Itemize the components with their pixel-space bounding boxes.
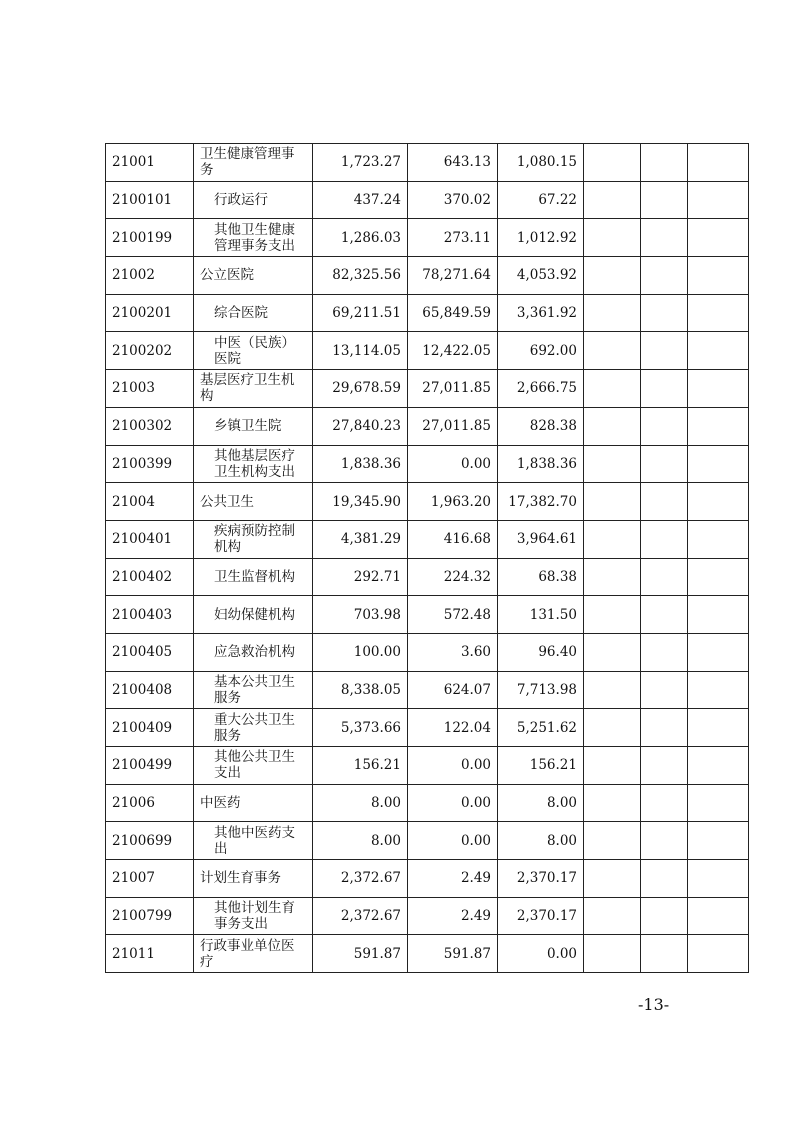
cell-empty: [641, 897, 688, 935]
cell-empty: [641, 407, 688, 445]
cell-basic: 0.00: [408, 822, 498, 860]
cell-empty: [584, 483, 641, 521]
table-row: [106, 596, 749, 634]
cell-basic: 78,271.64: [408, 257, 498, 295]
table-row: [106, 822, 749, 860]
cell-empty: [584, 558, 641, 596]
cell-total: 8,338.05: [313, 671, 408, 709]
cell-project: 1,838.36: [498, 445, 584, 483]
cell-basic: 416.68: [408, 520, 498, 558]
cell-empty: [584, 596, 641, 634]
cell-empty: [688, 860, 749, 898]
cell-empty: [688, 747, 749, 785]
cell-empty: [688, 407, 749, 445]
cell-basic: 624.07: [408, 671, 498, 709]
table-row: [106, 709, 749, 747]
cell-empty: [641, 747, 688, 785]
cell-name: 其他基层医疗卫生机构支出: [194, 445, 313, 483]
table-row: [106, 294, 749, 332]
cell-total: 82,325.56: [313, 257, 408, 295]
cell-empty: [584, 219, 641, 257]
cell-project: 1,012.92: [498, 219, 584, 257]
cell-basic: 572.48: [408, 596, 498, 634]
table-row: [106, 407, 749, 445]
cell-empty: [641, 144, 688, 182]
cell-basic: 0.00: [408, 445, 498, 483]
cell-name: 基层医疗卫生机构: [194, 370, 313, 408]
cell-name: 综合医院: [194, 294, 313, 332]
cell-code: 2100199: [106, 219, 194, 257]
cell-empty: [688, 558, 749, 596]
cell-code: 21011: [106, 935, 194, 973]
cell-empty: [688, 257, 749, 295]
cell-empty: [584, 407, 641, 445]
cell-empty: [688, 671, 749, 709]
cell-empty: [584, 370, 641, 408]
cell-project: 3,361.92: [498, 294, 584, 332]
cell-total: 156.21: [313, 747, 408, 785]
cell-total: 100.00: [313, 633, 408, 671]
cell-empty: [688, 709, 749, 747]
cell-total: 27,840.23: [313, 407, 408, 445]
cell-name: 公立医院: [194, 257, 313, 295]
cell-code: 21001: [106, 144, 194, 182]
cell-basic: 27,011.85: [408, 407, 498, 445]
cell-name: 疾病预防控制机构: [194, 520, 313, 558]
cell-project: 67.22: [498, 181, 584, 219]
cell-empty: [688, 596, 749, 634]
cell-empty: [641, 483, 688, 521]
cell-project: 8.00: [498, 822, 584, 860]
cell-total: 437.24: [313, 181, 408, 219]
table-row: [106, 897, 749, 935]
cell-empty: [641, 332, 688, 370]
table-row: [106, 483, 749, 521]
cell-empty: [641, 257, 688, 295]
cell-basic: 2.49: [408, 897, 498, 935]
cell-empty: [641, 596, 688, 634]
cell-empty: [584, 294, 641, 332]
cell-empty: [688, 332, 749, 370]
cell-empty: [584, 332, 641, 370]
table-row: [106, 370, 749, 408]
cell-project: 131.50: [498, 596, 584, 634]
cell-basic: 122.04: [408, 709, 498, 747]
cell-name: 妇幼保健机构: [194, 596, 313, 634]
cell-basic: 591.87: [408, 935, 498, 973]
cell-empty: [584, 445, 641, 483]
cell-empty: [584, 935, 641, 973]
cell-name: 乡镇卫生院: [194, 407, 313, 445]
cell-project: 828.38: [498, 407, 584, 445]
cell-code: 2100405: [106, 633, 194, 671]
cell-name: 基本公共卫生服务: [194, 671, 313, 709]
cell-name: 其他公共卫生支出: [194, 747, 313, 785]
cell-basic: 1,963.20: [408, 483, 498, 521]
cell-empty: [641, 860, 688, 898]
cell-empty: [584, 709, 641, 747]
cell-code: 21003: [106, 370, 194, 408]
cell-name: 其他卫生健康管理事务支出: [194, 219, 313, 257]
cell-basic: 273.11: [408, 219, 498, 257]
cell-name: 行政运行: [194, 181, 313, 219]
cell-name: 重大公共卫生服务: [194, 709, 313, 747]
cell-code: 2100403: [106, 596, 194, 634]
cell-empty: [641, 633, 688, 671]
table-row: [106, 219, 749, 257]
cell-empty: [641, 219, 688, 257]
cell-total: 1,838.36: [313, 445, 408, 483]
cell-total: 703.98: [313, 596, 408, 634]
cell-code: 2100402: [106, 558, 194, 596]
cell-empty: [584, 181, 641, 219]
cell-name: 公共卫生: [194, 483, 313, 521]
cell-empty: [641, 671, 688, 709]
cell-basic: 27,011.85: [408, 370, 498, 408]
cell-name: 其他计划生育事务支出: [194, 897, 313, 935]
table-row: [106, 633, 749, 671]
table-row: [106, 520, 749, 558]
cell-code: 21002: [106, 257, 194, 295]
cell-empty: [641, 520, 688, 558]
cell-empty: [688, 445, 749, 483]
cell-name: 卫生监督机构: [194, 558, 313, 596]
cell-total: 13,114.05: [313, 332, 408, 370]
cell-empty: [688, 294, 749, 332]
cell-empty: [641, 784, 688, 822]
cell-project: 8.00: [498, 784, 584, 822]
cell-basic: 370.02: [408, 181, 498, 219]
cell-empty: [584, 633, 641, 671]
table-row: [106, 558, 749, 596]
cell-empty: [688, 784, 749, 822]
cell-code: 2100101: [106, 181, 194, 219]
cell-project: 68.38: [498, 558, 584, 596]
cell-code: 21004: [106, 483, 194, 521]
cell-code: 21007: [106, 860, 194, 898]
cell-project: 7,713.98: [498, 671, 584, 709]
cell-code: 2100409: [106, 709, 194, 747]
cell-empty: [688, 219, 749, 257]
cell-code: 2100499: [106, 747, 194, 785]
cell-total: 19,345.90: [313, 483, 408, 521]
cell-empty: [688, 144, 749, 182]
cell-empty: [688, 483, 749, 521]
table-row: [106, 671, 749, 709]
cell-project: 4,053.92: [498, 257, 584, 295]
cell-total: 2,372.67: [313, 860, 408, 898]
cell-total: 4,381.29: [313, 520, 408, 558]
cell-empty: [641, 294, 688, 332]
cell-basic: 2.49: [408, 860, 498, 898]
cell-empty: [641, 935, 688, 973]
cell-empty: [688, 520, 749, 558]
cell-code: 2100799: [106, 897, 194, 935]
cell-project: 2,666.75: [498, 370, 584, 408]
cell-empty: [641, 445, 688, 483]
cell-name: 其他中医药支出: [194, 822, 313, 860]
cell-basic: 3.60: [408, 633, 498, 671]
table-row: [106, 445, 749, 483]
cell-code: 21006: [106, 784, 194, 822]
page-number: -13-: [638, 995, 670, 1014]
cell-project: 96.40: [498, 633, 584, 671]
cell-empty: [688, 897, 749, 935]
table-row: [106, 935, 749, 973]
cell-project: 5,251.62: [498, 709, 584, 747]
cell-project: 0.00: [498, 935, 584, 973]
cell-code: 2100201: [106, 294, 194, 332]
cell-code: 2100401: [106, 520, 194, 558]
cell-project: 17,382.70: [498, 483, 584, 521]
cell-project: 1,080.15: [498, 144, 584, 182]
cell-project: 692.00: [498, 332, 584, 370]
cell-project: 3,964.61: [498, 520, 584, 558]
cell-empty: [584, 257, 641, 295]
cell-basic: 0.00: [408, 747, 498, 785]
cell-empty: [688, 370, 749, 408]
cell-total: 292.71: [313, 558, 408, 596]
cell-name: 行政事业单位医疗: [194, 935, 313, 973]
cell-empty: [584, 784, 641, 822]
cell-basic: 65,849.59: [408, 294, 498, 332]
cell-empty: [584, 144, 641, 182]
cell-name: 卫生健康管理事务: [194, 144, 313, 182]
cell-total: 8.00: [313, 822, 408, 860]
cell-basic: 0.00: [408, 784, 498, 822]
cell-empty: [641, 709, 688, 747]
cell-total: 591.87: [313, 935, 408, 973]
cell-project: 2,370.17: [498, 860, 584, 898]
cell-code: 2100302: [106, 407, 194, 445]
cell-empty: [688, 633, 749, 671]
table-row: [106, 332, 749, 370]
table-body: [106, 144, 749, 973]
cell-basic: 224.32: [408, 558, 498, 596]
cell-name: 中医药: [194, 784, 313, 822]
budget-table: [105, 143, 749, 973]
cell-empty: [584, 860, 641, 898]
cell-name: 应急救治机构: [194, 633, 313, 671]
cell-code: 2100408: [106, 671, 194, 709]
cell-project: 156.21: [498, 747, 584, 785]
cell-total: 5,373.66: [313, 709, 408, 747]
cell-name: 计划生育事务: [194, 860, 313, 898]
cell-empty: [641, 370, 688, 408]
cell-empty: [584, 822, 641, 860]
cell-empty: [584, 747, 641, 785]
cell-code: 2100399: [106, 445, 194, 483]
table-row: [106, 144, 749, 182]
cell-total: 2,372.67: [313, 897, 408, 935]
cell-empty: [641, 822, 688, 860]
cell-empty: [584, 897, 641, 935]
cell-basic: 643.13: [408, 144, 498, 182]
cell-total: 1,286.03: [313, 219, 408, 257]
table-row: [106, 181, 749, 219]
cell-empty: [584, 671, 641, 709]
cell-basic: 12,422.05: [408, 332, 498, 370]
cell-code: 2100202: [106, 332, 194, 370]
table-row: [106, 860, 749, 898]
cell-total: 29,678.59: [313, 370, 408, 408]
cell-empty: [641, 181, 688, 219]
cell-empty: [688, 935, 749, 973]
table-row: [106, 784, 749, 822]
cell-project: 2,370.17: [498, 897, 584, 935]
table-row: [106, 257, 749, 295]
cell-empty: [688, 181, 749, 219]
cell-empty: [688, 822, 749, 860]
cell-total: 69,211.51: [313, 294, 408, 332]
cell-total: 1,723.27: [313, 144, 408, 182]
cell-code: 2100699: [106, 822, 194, 860]
cell-name: 中医（民族）医院: [194, 332, 313, 370]
table-row: [106, 747, 749, 785]
cell-empty: [584, 520, 641, 558]
cell-total: 8.00: [313, 784, 408, 822]
cell-empty: [641, 558, 688, 596]
